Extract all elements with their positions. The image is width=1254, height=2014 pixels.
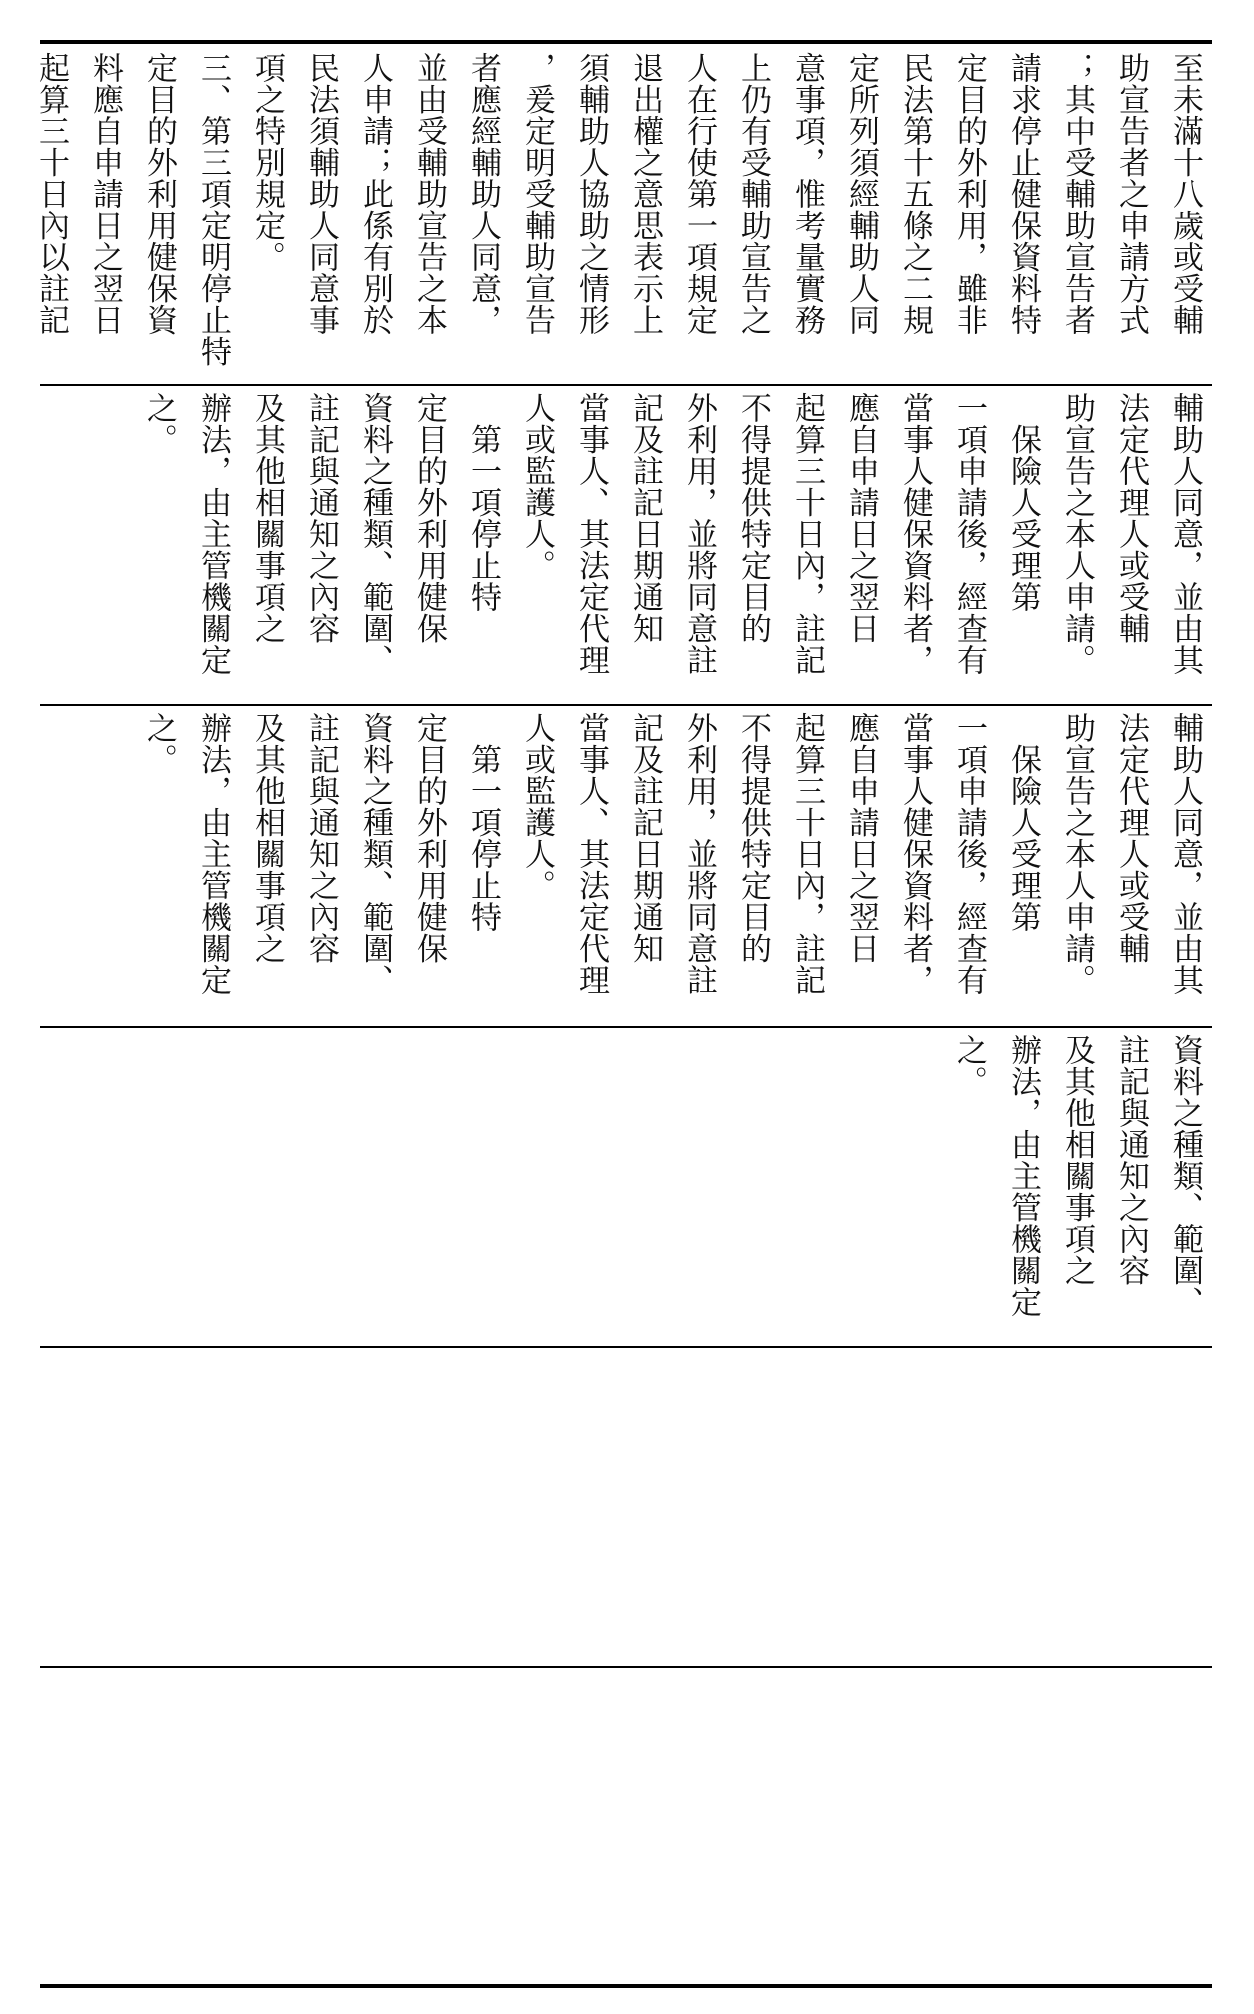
text-line: 外利用，並將同意註: [681, 712, 717, 996]
text-line: 定目的外利用，雖非: [951, 52, 987, 336]
text-line: 三、第三項定明停止特: [195, 52, 231, 367]
text-line: 助宣告者之申請方式: [1113, 52, 1149, 336]
text-line: 第一項停止特: [465, 392, 501, 613]
text-line: 須輔助人協助之情形: [573, 52, 609, 336]
text-line: 註記與通知之內容: [303, 392, 339, 644]
text-line: 定目的外利用健保: [411, 712, 447, 964]
empty-row-6: [40, 1674, 1212, 1982]
text-line: 意事項，惟考量實務: [789, 52, 825, 336]
text-line: 不得提供特定目的: [735, 392, 771, 644]
text-line: 人申請；此係有別於: [357, 52, 393, 336]
text-line: 資料之種類、範圍、: [1167, 1034, 1203, 1318]
text-line: 資料之種類、範圍、: [357, 392, 393, 676]
row-divider-3: [40, 1026, 1212, 1028]
text-line: 辦法，由主管機關定: [195, 712, 231, 996]
text-line: 並由受輔助宣告之本: [411, 52, 447, 336]
text-line: 人在行使第一項規定: [681, 52, 717, 336]
top-rule: [40, 40, 1212, 44]
text-line: 應自申請日之翌日: [843, 712, 879, 964]
text-line: 辦法，由主管機關定: [195, 392, 231, 676]
row-divider-4: [40, 1346, 1212, 1348]
text-line: 保險人受理第: [1005, 712, 1041, 933]
text-line: 定目的外利用健保資: [141, 52, 177, 336]
text-line: 法定代理人或受輔: [1113, 712, 1149, 964]
text-line: 至未滿十八歲或受輔: [1167, 52, 1203, 336]
text-line: 一項申請後，經查有: [951, 392, 987, 676]
text-line: 助宣告之本人申請。: [1059, 712, 1095, 996]
text-row-2: [40, 392, 1212, 702]
text-line: 民法第十五條之二規: [897, 52, 933, 336]
empty-row-5: [40, 1354, 1212, 1664]
text-line: 起算三十日內以註記: [33, 52, 69, 336]
text-line: 請求停止健保資料特: [1005, 52, 1041, 336]
text-line: 定所列須經輔助人同: [843, 52, 879, 336]
text-line: 法定代理人或受輔: [1113, 392, 1149, 644]
text-row-1: [33, 52, 1212, 382]
text-line: ，爰定明受輔助宣告: [519, 52, 555, 336]
text-line: 保險人受理第: [1005, 392, 1041, 613]
text-row-3: [40, 712, 1212, 1022]
text-line: 一項申請後，經查有: [951, 712, 987, 996]
text-line: 之。: [951, 1034, 987, 1097]
text-line: 輔助人同意，並由其: [1167, 392, 1203, 676]
text-line: 項之特別規定。: [249, 52, 285, 273]
text-line: 不得提供特定目的: [735, 712, 771, 964]
text-line: 起算三十日內，註記: [789, 712, 825, 996]
row-divider-2: [40, 704, 1212, 706]
row-1-columns: [33, 52, 1212, 382]
text-line: 當事人健保資料者，: [897, 712, 933, 996]
row-4-columns: [40, 1034, 1212, 1344]
bottom-rule: [40, 1984, 1212, 1988]
row-divider-5: [40, 1666, 1212, 1668]
text-line: 外利用，並將同意註: [681, 392, 717, 676]
text-row-4: [40, 1034, 1212, 1344]
text-line: 之。: [141, 712, 177, 775]
text-line: 料應自申請日之翌日: [87, 52, 123, 336]
text-line: 及其他相關事項之: [249, 392, 285, 644]
text-line: 輔助人同意，並由其: [1167, 712, 1203, 996]
text-line: 退出權之意思表示上: [627, 52, 663, 336]
text-line: 記及註記日期通知: [627, 712, 663, 964]
text-line: 者應經輔助人同意，: [465, 52, 501, 336]
text-line: 及其他相關事項之: [249, 712, 285, 964]
text-line: 第一項停止特: [465, 712, 501, 933]
text-line: 當事人、其法定代理: [573, 392, 609, 676]
text-line: 定目的外利用健保: [411, 392, 447, 644]
text-line: 當事人、其法定代理: [573, 712, 609, 996]
text-line: 上仍有受輔助宣告之: [735, 52, 771, 336]
text-line: 註記與通知之內容: [1113, 1034, 1149, 1286]
text-line: 人或監護人。: [519, 392, 555, 581]
row-2-columns: [40, 392, 1212, 702]
text-line: 民法須輔助人同意事: [303, 52, 339, 336]
text-line: 註記與通知之內容: [303, 712, 339, 964]
row-3-columns: [40, 712, 1212, 1022]
text-line: 辦法，由主管機關定: [1005, 1034, 1041, 1318]
text-line: 記及註記日期通知: [627, 392, 663, 644]
text-line: 起算三十日內，註記: [789, 392, 825, 676]
text-line: 應自申請日之翌日: [843, 392, 879, 644]
text-line: 之。: [141, 392, 177, 455]
text-line: 及其他相關事項之: [1059, 1034, 1095, 1286]
text-line: 人或監護人。: [519, 712, 555, 901]
text-line: ；其中受輔助宣告者: [1059, 52, 1095, 336]
row-divider-1: [40, 384, 1212, 386]
text-line: 資料之種類、範圍、: [357, 712, 393, 996]
text-line: 助宣告之本人申請。: [1059, 392, 1095, 676]
text-line: 當事人健保資料者，: [897, 392, 933, 676]
